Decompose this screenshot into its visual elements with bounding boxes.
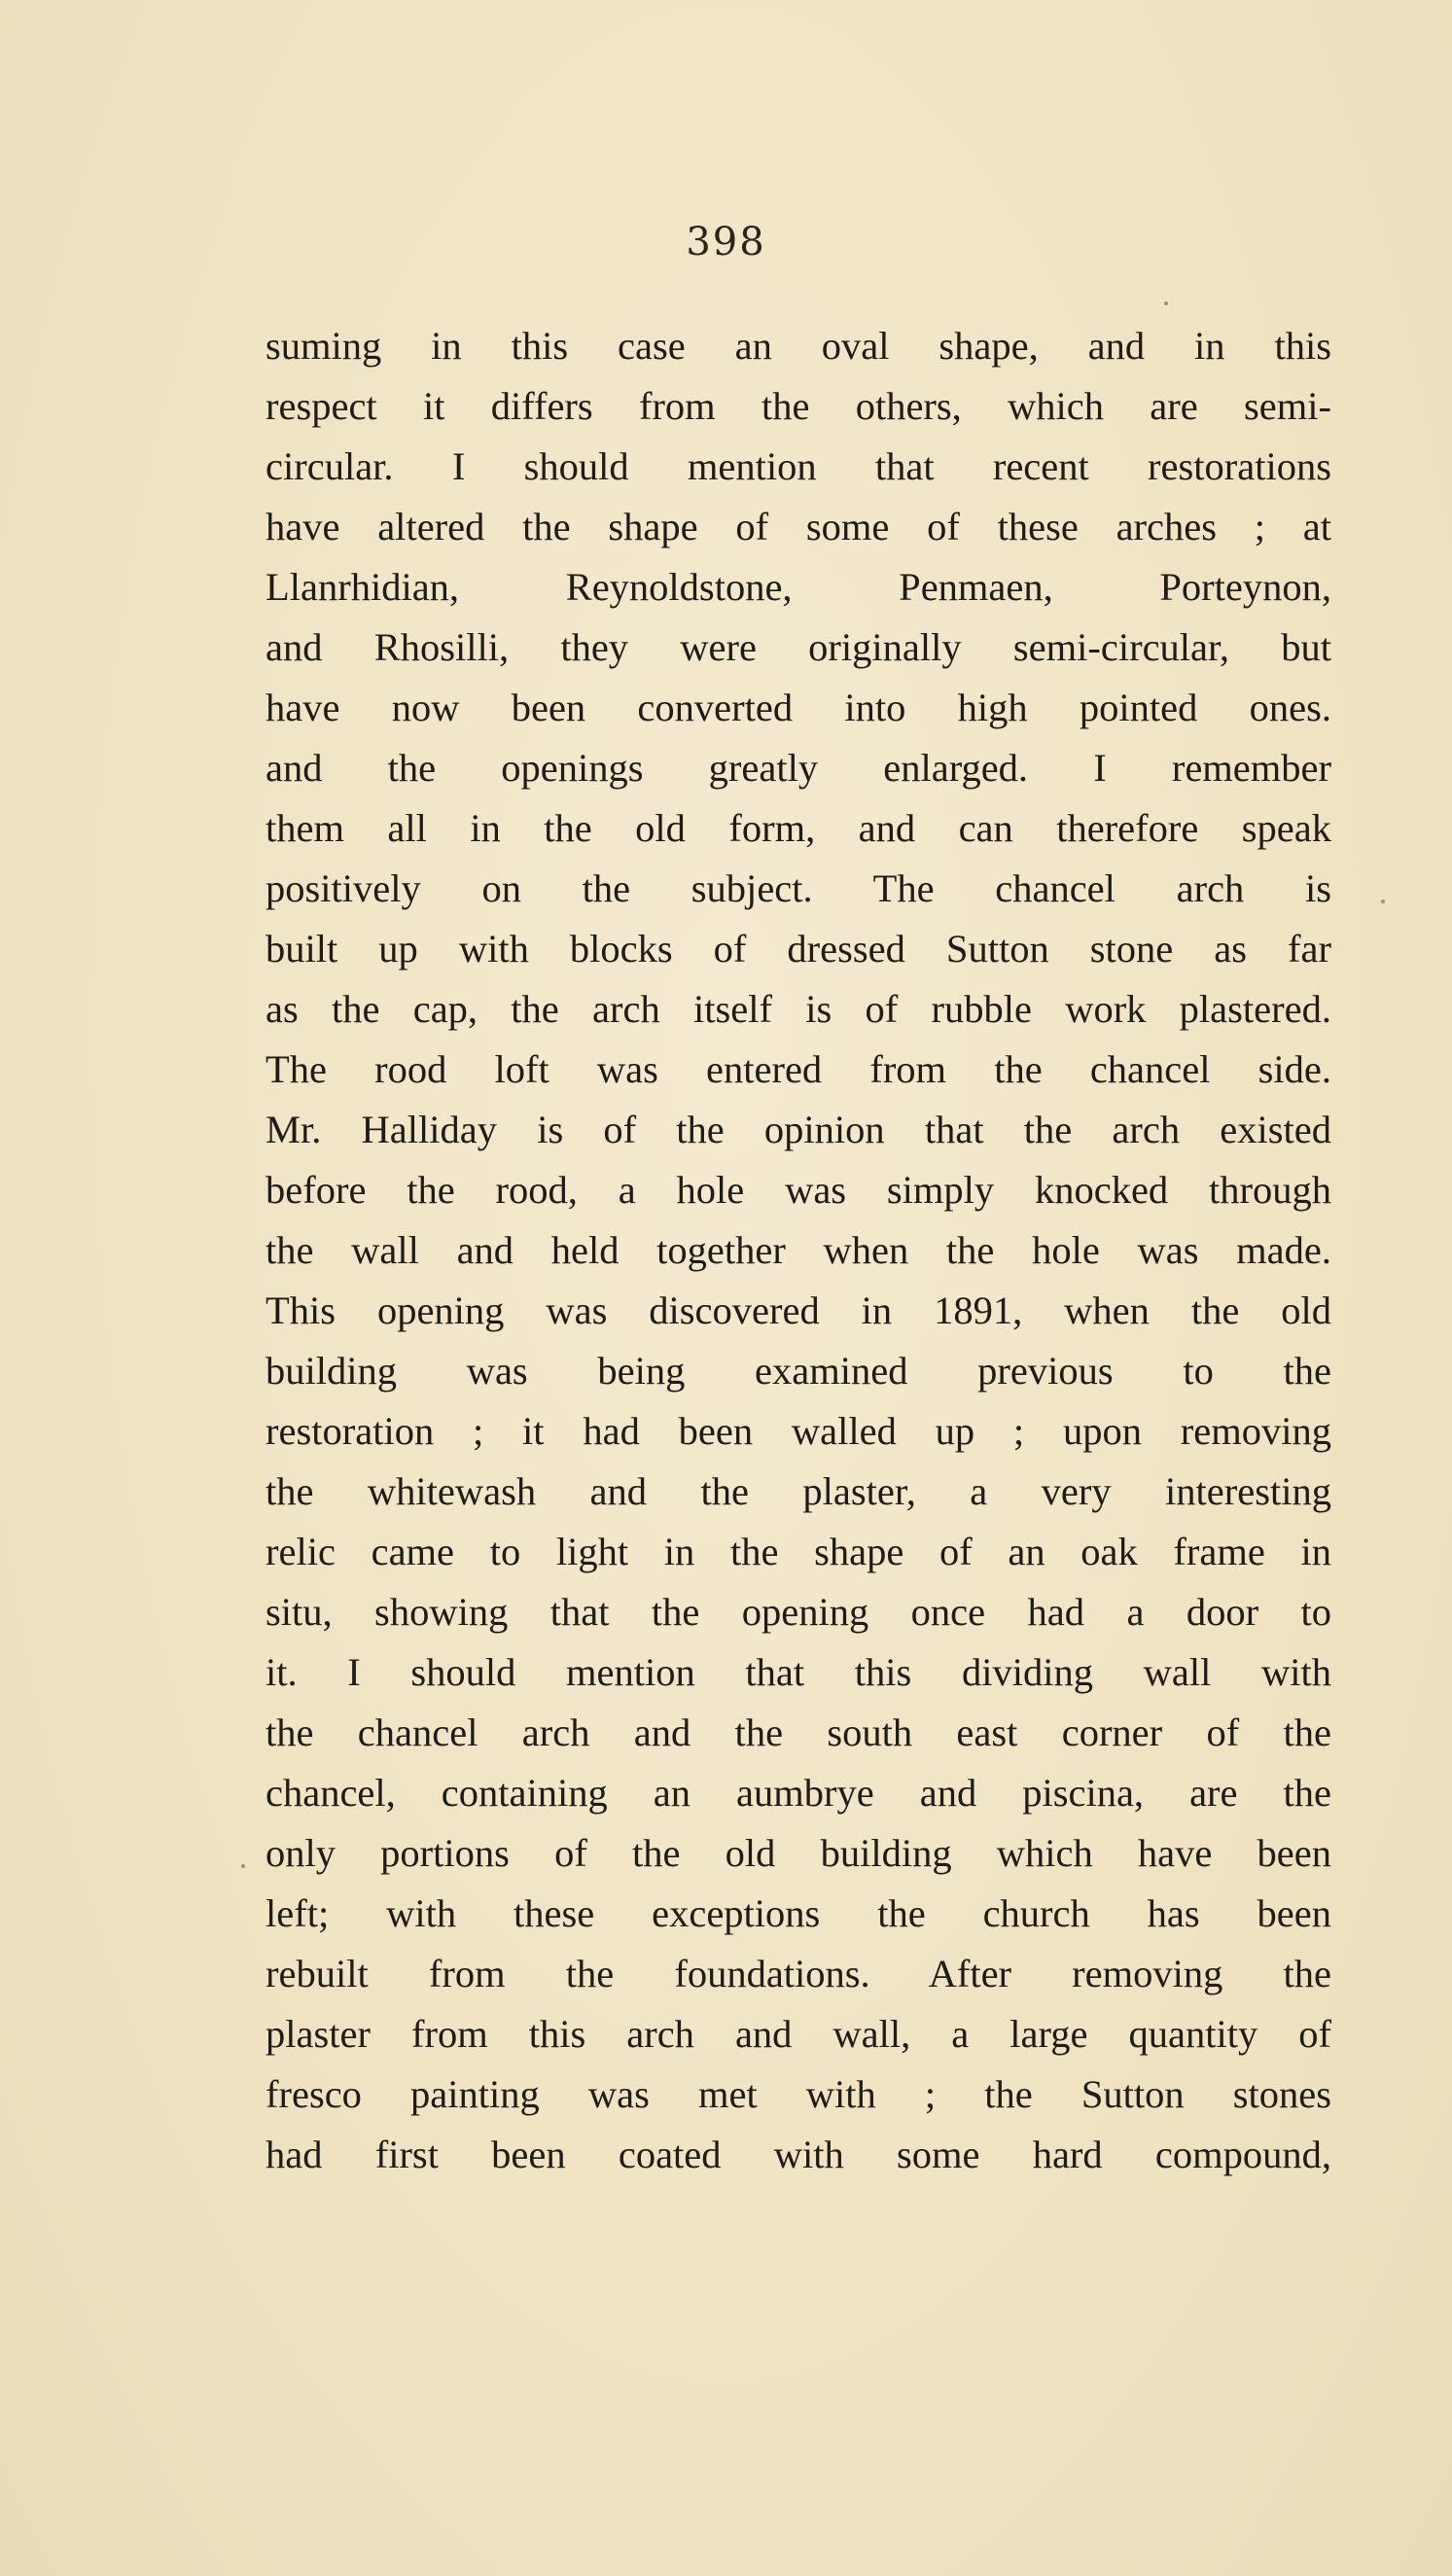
page-number: 398 [686,220,766,265]
text-line: chancel, containing an aumbrye and piscina, are the [266,1771,1331,1815]
text-line: rebuilt from the foundations. After removing the [266,1952,1331,1995]
text-line: the whitewash and the plaster, a very interesting [266,1469,1331,1513]
text-line: and Rhosilli, they were originally semi-circular, but [266,625,1331,669]
text-line: before the rood, a hole was simply knocked through [266,1168,1331,1212]
text-line: situ, showing that the opening once had a door to [266,1590,1331,1634]
text-line: the chancel arch and the south east corner of the [266,1711,1331,1754]
text-line: Llanrhidian, Reynoldstone, Penmaen, Porteynon, [266,565,1331,609]
text-line: as the cap, the arch itself is of rubble work plastered. [266,987,1331,1031]
paper-speck [241,1864,245,1868]
text-line: This opening was discovered in 1891, when the old [266,1288,1331,1332]
text-line: building was being examined previous to the [266,1349,1331,1393]
text-line: The rood loft was entered from the chancel side. [266,1047,1331,1091]
text-line: have now been converted into high pointed ones. [266,686,1331,729]
text-line: respect it differs from the others, which are semi- [266,384,1331,428]
text-line: fresco painting was met with ; the Sutton stones [266,2072,1331,2116]
paper-speck [1164,301,1168,305]
text-line: only portions of the old building which have been [266,1831,1331,1875]
text-line: left; with these exceptions the church has been [266,1891,1331,1935]
body-text [266,316,1331,2185]
text-line: and the openings greatly enlarged. I remember [266,746,1331,790]
text-line: had first been coated with some hard compound, [266,2133,1331,2176]
text-line: have altered the shape of some of these arches ; at [266,505,1331,548]
text-line: plaster from this arch and wall, a large quantity of [266,2012,1331,2056]
paper-speck [1381,900,1385,903]
text-line: relic came to light in the shape of an oak frame in [266,1530,1331,1573]
text-line: them all in the old form, and can therefore speak [266,806,1331,850]
text-line: Mr. Halliday is of the opinion that the arch existed [266,1108,1331,1151]
text-line: it. I should mention that this dividing wall with [266,1650,1331,1694]
text-line: built up with blocks of dressed Sutton stone as far [266,927,1331,970]
text-line: restoration ; it had been walled up ; upon removing [266,1409,1331,1453]
text-line: the wall and held together when the hole was made. [266,1228,1331,1272]
text-line: suming in this case an oval shape, and in this [266,324,1331,368]
text-line: circular. I should mention that recent restorations [266,444,1331,488]
text-line: positively on the subject. The chancel arch is [266,866,1331,910]
